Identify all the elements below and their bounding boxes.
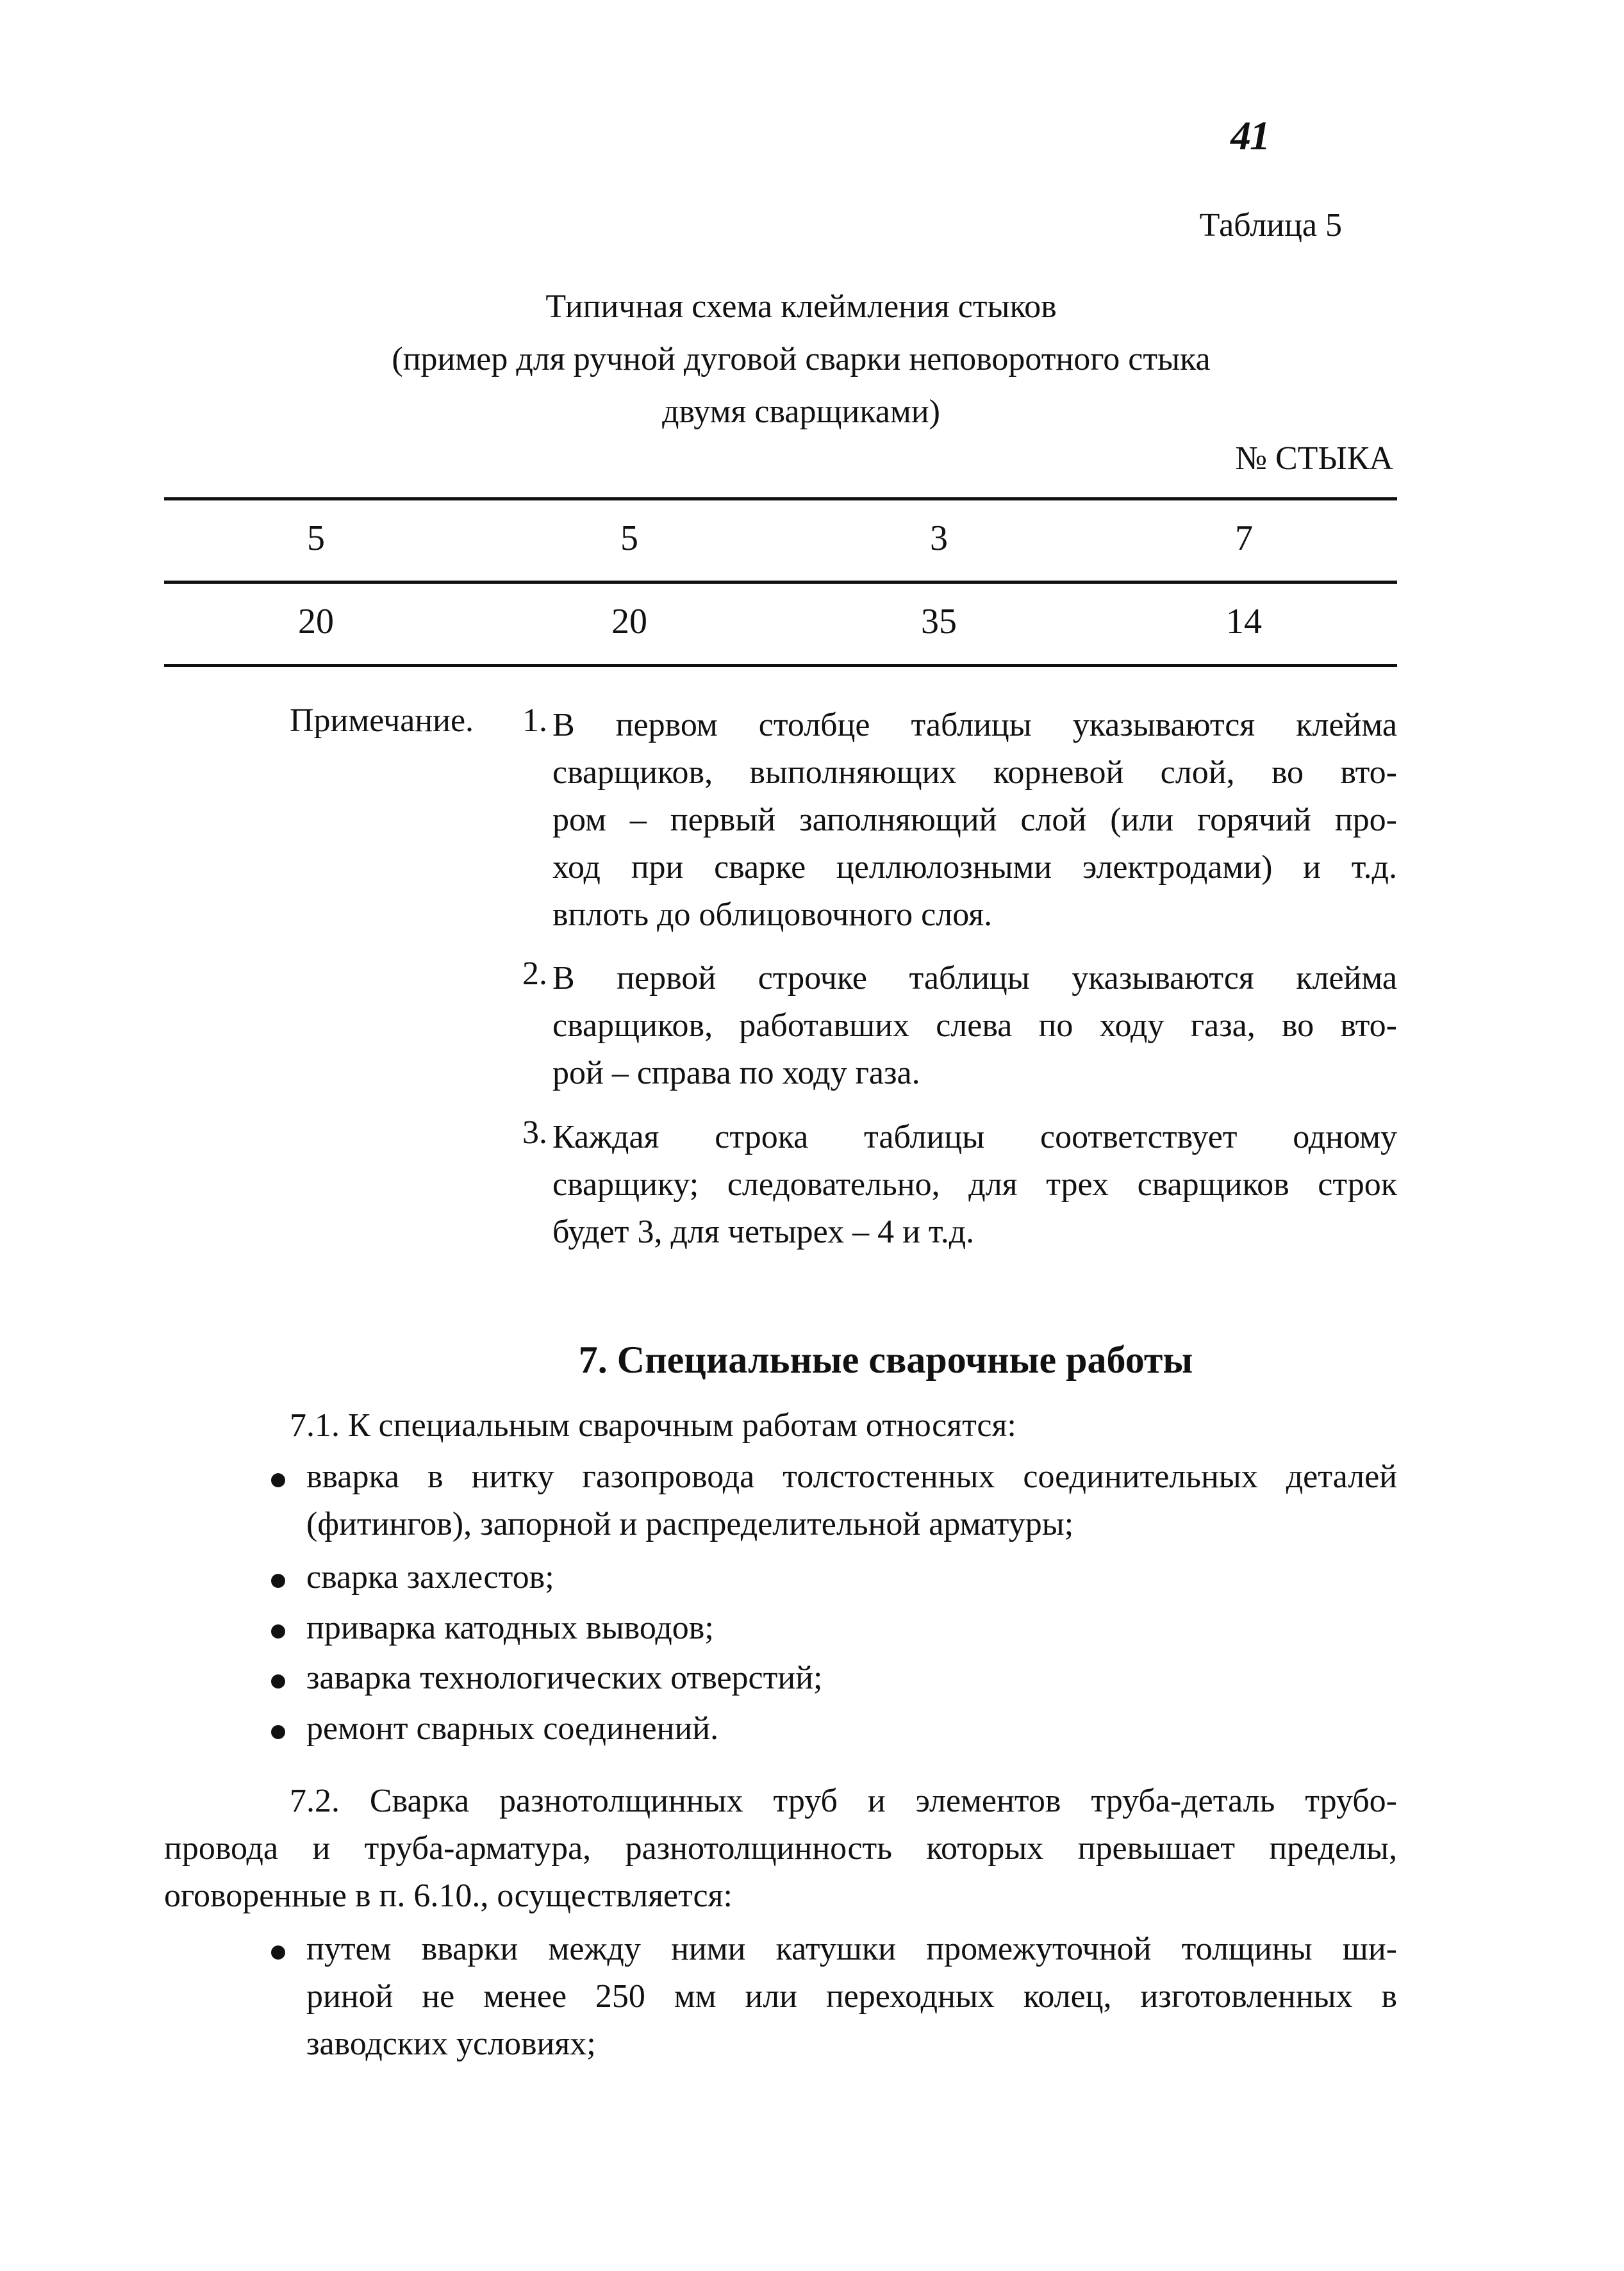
bullet-icon [271,1725,285,1739]
note-line: рой – справа по ходу газа. [552,1055,920,1091]
note-text [552,702,1397,939]
paragraph-line: оговоренные в п. 6.10., осуществляется: [164,1878,733,1914]
table-cell: 20 [611,602,647,641]
table-rule-middle [164,581,1397,584]
bullet-icon [271,1574,285,1588]
note-line: Каждая строка таблицы соответствует одному [552,1119,1397,1155]
note-text [552,955,1397,1097]
paragraph-7-1-intro: 7.1. К специальным сварочным работам относятся: [290,1407,1016,1444]
paragraph-line: 7.2. Сварка разнотолщинных труб и элементов труба-деталь трубо- [290,1783,1397,1819]
section-title: 7. Специальные сварочные работы [578,1339,1193,1381]
note-number: 1. [522,702,547,739]
note-text [552,1114,1397,1256]
note-line: вплоть до облицовочного слоя. [552,896,993,933]
note-line: сварщиков, работавших слева по ходу газа, во вто- [552,1007,1397,1044]
bullet-icon [271,1624,285,1639]
table-rule-bottom [164,664,1397,667]
paragraph-line: провода и труба-арматура, разнотолщинность которых превышает пределы, [164,1830,1397,1867]
list-item-line: (фитингов), запорной и распределительной арматуры; [306,1506,1074,1542]
table-caption [256,281,1346,438]
table-label: Таблица 5 [1199,207,1342,244]
table-rule-top [164,497,1397,500]
table-caption-line: (пример для ручной дуговой сварки неповоротного стыка [392,341,1211,377]
list-item: ремонт сварных соединений. [306,1710,719,1747]
list-item: заварка технологических отверстий; [306,1660,823,1696]
list-item-line: заводских условиях; [306,2026,596,2062]
list-item [306,1453,1397,1548]
page-number: 41 [1230,113,1269,158]
bullet-icon [271,1945,285,1960]
table-cell: 3 [930,518,948,558]
joint-number-label: № СТЫКА [1235,440,1393,477]
note-line: ход при сварке целлюлозными электродами) и т.д. [552,849,1397,886]
list-item [306,1926,1397,2068]
table-cell: 5 [307,518,325,558]
list-item-line: вварка в нитку газопровода толстостенных соединительных деталей [306,1458,1397,1495]
note-line: В первой строчке таблицы указываются клейма [552,960,1397,996]
note-number: 3. [522,1114,547,1151]
table-cell: 7 [1235,518,1253,558]
paragraph-7-2 [164,1778,1397,1920]
list-item: сварка захлестов; [306,1559,554,1596]
bullet-icon [271,1674,285,1689]
table-cell: 5 [620,518,638,558]
bullet-icon [271,1473,285,1487]
note-line: будет 3, для четырех – 4 и т.д. [552,1214,975,1250]
list-item-line: риной не менее 250 мм или переходных колец, изготовленных в [306,1978,1397,2015]
note-number: 2. [522,955,547,992]
table-cell: 14 [1226,602,1262,641]
table-caption-line: Типичная схема клеймления стыков [545,288,1057,325]
notes-prefix: Примечание. [290,702,474,739]
list-item-line: путем вварки между ними катушки промежуточной толщины ши- [306,1931,1397,1967]
note-line: ром – первый заполняющий слой (или горячий про- [552,802,1397,838]
table-caption-line: двумя сварщиками) [662,393,940,430]
table-cell: 20 [298,602,334,641]
note-line: сварщиков, выполняющих корневой слой, во вто- [552,754,1397,791]
list-item: приварка катодных выводов; [306,1610,714,1646]
note-line: В первом столбце таблицы указываются клейма [552,707,1397,743]
table-cell: 35 [921,602,957,641]
note-line: сварщику; следовательно, для трех сварщиков строк [552,1166,1397,1203]
